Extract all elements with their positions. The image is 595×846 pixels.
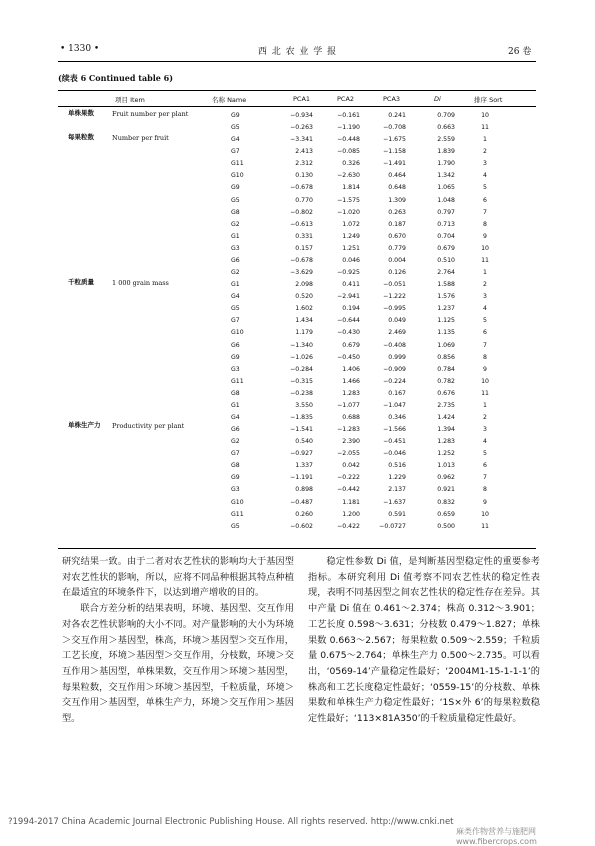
row-di: 0.713 xyxy=(437,220,455,228)
row-pca1: −0.315 xyxy=(290,377,313,385)
row-pca2: −1.020 xyxy=(337,208,360,216)
row-di: 1.588 xyxy=(437,281,455,289)
row-sort: 9 xyxy=(483,498,487,506)
header-pca1: PCA1 xyxy=(293,95,311,103)
row-pca3: −0.224 xyxy=(383,377,406,385)
row-pca3: −1.047 xyxy=(383,401,406,409)
row-pca3: 0.779 xyxy=(388,244,406,252)
row-name: G5 xyxy=(231,124,240,132)
header-item: 项目 Item xyxy=(115,96,145,104)
row-sort: 4 xyxy=(483,438,487,446)
row-di: 2.559 xyxy=(437,136,455,144)
row-pca2: −0.450 xyxy=(337,353,360,361)
row-name: G6 xyxy=(231,256,240,264)
row-pca2: 0.042 xyxy=(342,462,360,470)
row-di: 1.424 xyxy=(437,414,455,421)
row-di: 0.797 xyxy=(437,208,455,216)
row-name: G9 xyxy=(231,112,240,119)
row-sort: 11 xyxy=(481,522,489,530)
header-pca2: PCA2 xyxy=(337,95,355,103)
row-pca1: 0.898 xyxy=(295,486,313,494)
row-di: 1.065 xyxy=(437,184,455,192)
row-sort: 3 xyxy=(483,160,487,168)
row-sort: 1 xyxy=(483,136,487,144)
row-pca3: 0.648 xyxy=(388,184,406,192)
row-sort: 8 xyxy=(483,220,487,228)
row-pca3: −0.051 xyxy=(383,281,406,289)
row-sort: 4 xyxy=(483,305,487,313)
row-di: 1.576 xyxy=(437,293,455,301)
row-pca3: 0.126 xyxy=(388,269,406,277)
row-sort: 7 xyxy=(483,208,487,216)
row-sort: 2 xyxy=(483,414,487,421)
row-pca1: −0.238 xyxy=(290,389,313,397)
row-pca2: 0.679 xyxy=(342,341,360,349)
row-di: 1.342 xyxy=(437,172,455,180)
row-sort: 7 xyxy=(483,474,487,482)
row-pca3: 0.516 xyxy=(388,462,406,470)
row-di: 2.764 xyxy=(437,269,455,277)
row-sort: 11 xyxy=(481,124,489,132)
row-pca3: −0.451 xyxy=(383,438,406,446)
row-sort: 6 xyxy=(483,196,487,204)
row-di: 1.069 xyxy=(437,341,455,349)
row-pca1: 0.260 xyxy=(295,510,313,518)
page-number: • 1330 • xyxy=(60,44,100,54)
row-pca2: 1.249 xyxy=(342,232,360,240)
row-name: G4 xyxy=(231,136,240,144)
trait-cn-productivity: 单株生产力 xyxy=(68,421,101,429)
row-pca2: −0.161 xyxy=(337,112,360,119)
row-sort: 9 xyxy=(483,232,487,240)
row-pca2: 0.411 xyxy=(342,281,360,289)
row-name: G9 xyxy=(231,353,240,361)
row-di: 0.679 xyxy=(437,244,455,252)
row-pca1: 2.413 xyxy=(295,148,313,156)
row-di: 0.709 xyxy=(437,112,455,119)
row-pca1: 1.179 xyxy=(295,329,313,337)
row-sort: 2 xyxy=(483,148,487,156)
row-sort: 1 xyxy=(483,269,487,277)
row-pca3: −0.708 xyxy=(383,124,406,132)
row-pca1: 0.331 xyxy=(295,232,313,240)
row-name: G11 xyxy=(231,510,244,518)
paragraph: 稳定性参数 Di 值，是判断基因型稳定性的重要参考指标。本研究利用 Di 值考察不同农艺性状的稳定性表现，表明不同基因型之间农艺性状的稳定性存在差异。其中产量 Di 值在 0.461～2.374；株高 0.312～3.901；工艺长度 0.598～3.631；分枝数 0.479～1.827；单株果数 0.663～2.567；每果粒数 0.509～2.559；千粒质量 0.675～2.764；单株生产力 0.500～2.735。可以看出，‘0569-14’产量稳定性最好；‘2004M1-15-1-1-1’的株高和工艺长度稳定性最好；‘0559-15’的分枝数、单株果数和单株生产力稳定性最好；‘1S×外 6’的每果粒数稳定性最好；‘113×81A350’的千粒质量稳定性最好。 xyxy=(308,556,540,725)
row-name: G3 xyxy=(231,244,240,252)
row-pca2: −1.283 xyxy=(337,426,360,434)
row-pca1: −1.541 xyxy=(290,426,313,434)
row-pca1: 0.540 xyxy=(295,438,313,446)
header-di: Di xyxy=(434,95,441,103)
trait-cn-grains-per-fruit: 每果粒数 xyxy=(68,133,94,141)
table-header-rule xyxy=(58,106,536,107)
row-pca3: −1.637 xyxy=(383,498,406,506)
row-pca2: 1.200 xyxy=(342,510,360,518)
row-pca3: 0.263 xyxy=(388,208,406,216)
table-top-rule xyxy=(58,90,536,91)
row-pca2: 0.046 xyxy=(342,256,360,264)
row-name: G8 xyxy=(231,389,240,397)
row-sort: 5 xyxy=(483,450,487,458)
row-name: G9 xyxy=(231,184,240,192)
row-pca1: −1.026 xyxy=(290,353,313,361)
row-name: G10 xyxy=(231,329,244,337)
row-pca2: −1.077 xyxy=(337,401,360,409)
row-pca1: −0.678 xyxy=(290,256,313,264)
row-di: 0.832 xyxy=(437,498,455,506)
row-di: 1.839 xyxy=(437,148,455,156)
row-di: 0.784 xyxy=(437,365,455,373)
row-pca2: −1.575 xyxy=(337,196,360,204)
row-pca3: 1.309 xyxy=(388,196,406,204)
row-pca2: −2.941 xyxy=(337,293,360,301)
row-pca3: −0.909 xyxy=(383,365,406,373)
row-name: G5 xyxy=(231,522,240,530)
row-sort: 7 xyxy=(483,341,487,349)
row-di: 1.283 xyxy=(437,438,455,446)
row-pca3: −1.566 xyxy=(383,426,406,434)
row-pca2: 2.390 xyxy=(342,438,360,446)
row-pca3: 0.187 xyxy=(388,220,406,228)
row-pca1: −1.835 xyxy=(290,414,313,421)
row-pca1: 0.157 xyxy=(295,244,313,252)
row-name: G11 xyxy=(231,377,244,385)
row-name: G2 xyxy=(231,438,240,446)
row-sort: 6 xyxy=(483,462,487,470)
row-pca2: 1.181 xyxy=(342,498,360,506)
row-pca2: 1.283 xyxy=(342,389,360,397)
row-name: G5 xyxy=(231,196,240,204)
row-name: G6 xyxy=(231,426,240,434)
row-name: G2 xyxy=(231,269,240,277)
row-pca1: 0.520 xyxy=(295,293,313,301)
row-name: G9 xyxy=(231,474,240,482)
row-pca2: 1.251 xyxy=(342,244,360,252)
row-sort: 4 xyxy=(483,172,487,180)
row-di: 2.735 xyxy=(437,401,455,409)
trait-en-grains-per-fruit: Number per fruit xyxy=(112,134,169,142)
row-pca2: 1.466 xyxy=(342,377,360,385)
journal-title: 西 北 农 业 学 报 xyxy=(257,47,338,57)
row-pca2: −2.055 xyxy=(337,450,360,458)
trait-en-grain-mass: 1 000 grain mass xyxy=(112,279,169,287)
row-sort: 11 xyxy=(481,389,489,397)
row-pca3: 0.049 xyxy=(388,317,406,325)
row-name: G10 xyxy=(231,172,244,180)
row-pca1: −0.802 xyxy=(290,208,313,216)
row-pca1: −1.191 xyxy=(290,474,313,482)
trait-cn-fruit-number: 单株果数 xyxy=(68,109,94,117)
row-pca1: 2.098 xyxy=(295,281,313,289)
trait-en-productivity: Productivity per plant xyxy=(112,422,185,430)
row-pca3: 0.670 xyxy=(388,232,406,240)
row-pca2: −0.448 xyxy=(337,136,360,144)
row-di: 1.790 xyxy=(437,160,455,168)
row-pca2: 1.072 xyxy=(342,220,360,228)
row-name: G3 xyxy=(231,486,240,494)
row-di: 1.013 xyxy=(437,462,455,470)
right-column xyxy=(308,554,540,727)
row-pca2: −0.442 xyxy=(337,486,360,494)
row-pca3: −0.046 xyxy=(383,450,406,458)
row-di: 1.135 xyxy=(437,329,455,337)
row-sort: 2 xyxy=(483,281,487,289)
row-pca3: −1.158 xyxy=(383,148,406,156)
paragraph: 联合方差分析的结果表明，环境、基因型、交互作用对各农艺性状影响的大小不同。对产量影响的大小为环境＞交互作用＞基因型，株高，环境＞基因型＞交互作用，工艺长度，环境＞基因型＞交互作用，分枝数，环境＞交互作用＞基因型，单株果数，交互作用＞环境＞基因型，每果粒数，交互作用＞环境＞基因型，千粒质量，环境＞交互作用＞基因型，单株生产力，环境＞交互作用＞基因型。 xyxy=(62,603,294,725)
row-pca3: 0.167 xyxy=(388,389,406,397)
row-sort: 10 xyxy=(481,510,489,518)
row-pca1: −0.934 xyxy=(290,112,313,119)
row-pca3: 0.241 xyxy=(388,112,406,119)
row-pca1: 3.550 xyxy=(295,401,313,409)
row-di: 0.856 xyxy=(437,353,455,361)
row-pca3: 1.229 xyxy=(388,474,406,482)
row-pca1: 1.602 xyxy=(295,305,313,313)
row-pca3: −1.491 xyxy=(383,160,406,168)
row-sort: 8 xyxy=(483,353,487,361)
row-sort: 10 xyxy=(481,112,489,119)
row-pca1: −1.340 xyxy=(290,341,313,349)
row-pca1: 0.770 xyxy=(295,196,313,204)
row-di: 0.663 xyxy=(437,124,455,132)
row-name: G11 xyxy=(231,160,244,168)
row-pca2: −0.925 xyxy=(337,269,360,277)
row-sort: 5 xyxy=(483,184,487,192)
header-sort: 排序 Sort xyxy=(474,96,503,104)
row-pca3: −1.222 xyxy=(383,293,406,301)
row-name: G7 xyxy=(231,450,240,458)
row-di: 1.125 xyxy=(437,317,455,325)
row-pca1: −0.678 xyxy=(290,184,313,192)
row-pca2: 1.406 xyxy=(342,365,360,373)
row-di: 0.921 xyxy=(437,486,455,494)
header-pca3: PCA3 xyxy=(383,95,401,103)
row-pca3: 0.004 xyxy=(388,256,406,264)
row-pca3: 2.469 xyxy=(388,329,406,337)
row-pca1: −0.487 xyxy=(290,498,313,506)
watermark: 麻类作物营养与施肥网 www.fibercrops.com xyxy=(456,827,537,846)
row-sort: 6 xyxy=(483,329,487,337)
table-bottom-rule xyxy=(58,548,536,549)
row-pca3: 2.137 xyxy=(388,486,406,494)
row-pca2: −0.422 xyxy=(337,522,360,530)
row-pca3: 0.591 xyxy=(388,510,406,518)
row-di: 0.659 xyxy=(437,510,455,518)
row-sort: 1 xyxy=(483,401,487,409)
row-di: 0.676 xyxy=(437,389,455,397)
row-pca2: −2.630 xyxy=(337,172,360,180)
row-pca1: −0.613 xyxy=(290,220,313,228)
row-pca1: −3.629 xyxy=(290,269,313,277)
trait-en-fruit-number: Fruit number per plant xyxy=(112,110,189,118)
row-pca1: 2.312 xyxy=(295,160,313,168)
row-pca2: −1.190 xyxy=(337,124,360,132)
row-name: G2 xyxy=(231,220,240,228)
row-pca3: 0.464 xyxy=(388,172,406,180)
row-name: G1 xyxy=(231,281,240,289)
row-pca1: −0.284 xyxy=(290,365,313,373)
row-name: G6 xyxy=(231,341,240,349)
row-di: 1.237 xyxy=(437,305,455,313)
row-pca3: −0.995 xyxy=(383,305,406,313)
row-pca2: −0.430 xyxy=(337,329,360,337)
row-pca3: 0.999 xyxy=(388,353,406,361)
row-di: 0.962 xyxy=(437,474,455,482)
row-name: G3 xyxy=(231,365,240,373)
row-pca1: 1.434 xyxy=(295,317,313,325)
row-pca2: −0.222 xyxy=(337,474,360,482)
row-sort: 8 xyxy=(483,486,487,494)
paragraph: 研究结果一致。由于二者对农艺性状的影响均大于基因型对农艺性状的影响，所以，应将不同品种根据其特点种植在最适宜的环境条件下，以达到增产增收的目的。 xyxy=(62,556,294,599)
header-rule xyxy=(58,61,536,62)
row-pca1: −0.927 xyxy=(290,450,313,458)
row-di: 1.252 xyxy=(437,450,455,458)
row-name: G7 xyxy=(231,148,240,156)
row-name: G4 xyxy=(231,414,240,421)
table-caption: (续表 6 Continued table 6) xyxy=(58,73,174,83)
row-di: 1.048 xyxy=(437,196,455,204)
header-name: 名称 Name xyxy=(212,96,247,104)
row-pca2: −0.085 xyxy=(337,148,360,156)
row-di: 0.510 xyxy=(437,256,455,264)
row-pca2: −0.644 xyxy=(337,317,360,325)
row-pca3: −1.675 xyxy=(383,136,406,144)
row-name: G5 xyxy=(231,305,240,313)
row-sort: 3 xyxy=(483,426,487,434)
row-pca2: 1.814 xyxy=(342,184,360,192)
row-di: 0.704 xyxy=(437,232,455,240)
row-pca1: −0.263 xyxy=(290,124,313,132)
trait-cn-grain-mass: 千粒质量 xyxy=(68,278,94,286)
row-pca3: −0.408 xyxy=(383,341,406,349)
row-pca2: 0.688 xyxy=(342,414,360,421)
row-sort: 5 xyxy=(483,317,487,325)
row-di: 0.500 xyxy=(437,522,455,530)
row-pca1: 0.130 xyxy=(295,172,313,180)
copyright-footer: ?1994-2017 China Academic Journal Electronic Publishing House. All rights reserved. http://www.cnki.net xyxy=(8,817,454,827)
row-sort: 10 xyxy=(481,244,489,252)
row-name: G10 xyxy=(231,498,244,506)
row-pca2: 0.326 xyxy=(342,160,360,168)
row-sort: 11 xyxy=(481,256,489,264)
row-name: G1 xyxy=(231,232,240,240)
row-name: G7 xyxy=(231,317,240,325)
row-name: G4 xyxy=(231,293,240,301)
volume-label: 26 卷 xyxy=(508,47,532,57)
row-di: 0.782 xyxy=(437,377,455,385)
left-column xyxy=(62,554,294,727)
row-pca1: 1.337 xyxy=(295,462,313,470)
row-sort: 9 xyxy=(483,365,487,373)
row-di: 1.394 xyxy=(437,426,455,434)
row-pca2: 0.194 xyxy=(342,305,360,313)
row-sort: 3 xyxy=(483,293,487,301)
row-pca1: −3.341 xyxy=(290,136,313,144)
row-pca3: 0.346 xyxy=(388,414,406,421)
row-sort: 10 xyxy=(481,377,489,385)
row-name: G8 xyxy=(231,462,240,470)
row-name: G8 xyxy=(231,208,240,216)
row-name: G1 xyxy=(231,401,240,409)
row-pca1: −0.602 xyxy=(290,522,313,530)
row-pca3: −0.0727 xyxy=(379,522,406,530)
